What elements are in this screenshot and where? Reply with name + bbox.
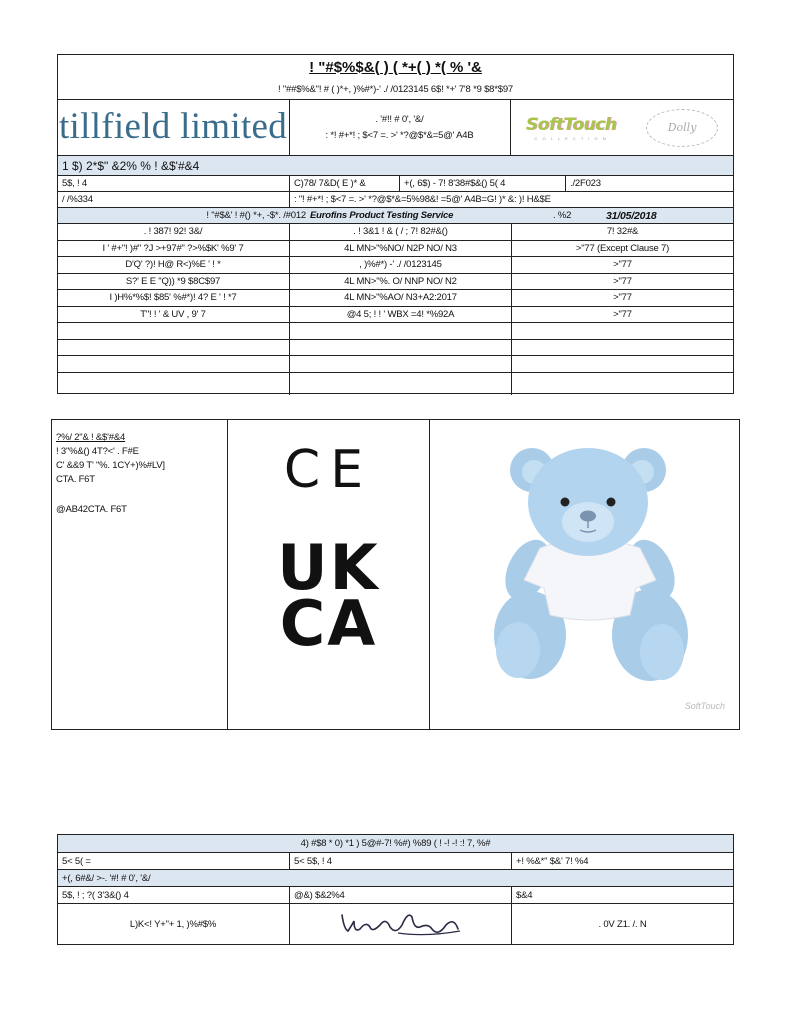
document-subtitle: ! "##$%&"! # ( )*+, )%#*)-' ./ /0123145 6$! *+' 7'8 *9 $8*$97	[278, 83, 513, 95]
section1-heading-row	[58, 155, 733, 175]
test-name	[58, 356, 288, 372]
approval-date: . 0V Z1. /. N	[511, 904, 733, 944]
test-standard: 4L MN>"%NO/ N2P NO/ N3	[289, 241, 511, 257]
info-row-1-d: ./2F023	[565, 176, 733, 191]
test-result	[511, 356, 733, 372]
table-row	[58, 372, 733, 396]
softtouch-tagline: C O L L E C T I O N	[534, 135, 608, 141]
middle-line-2: : *! #+*! ; $<7 =. >' *?@$*&=5@' A4B	[325, 130, 474, 141]
lab-name: Eurofins Product Testing Service	[310, 210, 454, 221]
marking-and-photo-table	[51, 419, 740, 730]
info-row-2-b: : "! #+*! ; $<7 =. >' *?@$*&=5%98&! =5@' A4B=G! )* &: )! H&$E	[289, 192, 733, 207]
test-name: D'Q' ?)! H@ R<)%E ' ! *	[125, 259, 221, 271]
marking-heading: ?%/ 2"& ! &$'#&4	[56, 432, 126, 443]
certificate-header-table	[57, 54, 734, 394]
test-standard: @4 5; ! ! ' WBX =4! *%92A	[289, 307, 511, 323]
marking-info-cell	[52, 420, 227, 729]
bear-nose	[580, 510, 596, 521]
table-row	[58, 289, 733, 306]
test-standard: , )%#*) -' ./ /0123145	[289, 257, 511, 273]
test-result	[511, 340, 733, 356]
test-standard: . ! 3&1 ! & ( / ; 7! 82#&()	[289, 224, 511, 240]
test-name: T"! ! ' & UV , 9' 7	[140, 308, 206, 320]
bear-foot-right	[640, 624, 684, 680]
handwritten-signature	[336, 907, 466, 941]
dolly-logo-text: Dolly	[667, 121, 697, 134]
info-row-1-c: +(, 6$) - 7! 8'38#$&() 5( 4	[399, 176, 565, 191]
bear-eye-left	[560, 497, 569, 506]
marking-line-3: CTA. F6T	[56, 474, 95, 485]
test-result: >"77	[511, 307, 733, 323]
ukca-mark-line-2: CA	[279, 587, 378, 660]
approver-name: L)K<! Y+"+ 1, )%#$%	[129, 918, 217, 930]
bear-eye-right	[606, 497, 615, 506]
teddy-bear-photo	[460, 430, 710, 710]
info-row-2	[58, 191, 733, 207]
test-standard	[289, 373, 511, 396]
approval-row-3-a: 5$, ! ; ?( 3'3&() 4	[62, 889, 129, 901]
table-row	[58, 256, 733, 273]
table-row	[58, 339, 733, 356]
ukca-mark	[277, 531, 380, 660]
bear-foot-left	[496, 622, 540, 678]
tillfield-logo	[58, 100, 288, 155]
section1-heading: 1 $) 2*$" &2% % ! &$'#&4	[62, 158, 200, 173]
approval-row-1	[58, 852, 733, 869]
test-result: >"77	[511, 274, 733, 290]
test-name: I ' #+"! )#" ?J >+97#" ?>%$K' %9' 7	[102, 242, 244, 254]
approval-row-2-a: +(, 6#&/ >-. '#! # 0', '&/	[62, 872, 151, 884]
test-result: >"77	[511, 257, 733, 273]
test-result	[511, 373, 733, 396]
test-name: I )H%*%$! $85' %#*)! 4? E ' ! *7	[109, 292, 237, 304]
test-name	[58, 373, 288, 396]
test-result	[511, 323, 733, 339]
approval-row-2	[58, 869, 733, 886]
test-name: S?' E E "Q)) *9 $8C$97	[125, 275, 221, 287]
report-date: 31/05/2018	[606, 209, 657, 222]
document-title: ! "#$%$&( ) ( *+( ) *( % '&	[309, 58, 482, 76]
test-standard	[289, 356, 511, 372]
tillfield-logo-text: tillfield limited	[58, 106, 288, 147]
softtouch-logo-text: SoftTouch	[525, 114, 617, 135]
test-name	[58, 323, 288, 339]
test-standard	[289, 340, 511, 356]
test-result: >"77	[511, 290, 733, 306]
test-name: . ! 387! 92! 3&/	[143, 226, 203, 238]
softtouch-logo	[526, 115, 616, 141]
signature-cell	[289, 904, 511, 944]
table-row	[58, 240, 733, 257]
ce-mark: CE	[283, 440, 374, 500]
marking-line-4: @AB42CTA. F6T	[56, 504, 127, 515]
approval-row-1-c: +! %&*" $&' 7! %4	[511, 853, 733, 869]
approval-row-1-a: 5< 5( =	[62, 855, 91, 867]
test-name	[58, 340, 288, 356]
approval-table	[57, 834, 734, 945]
approval-row-4	[58, 903, 733, 944]
info-row-1	[58, 175, 733, 191]
info-row-2-a: / /%334	[62, 194, 93, 205]
dolly-logo	[646, 109, 718, 147]
info-row-1-b: C)78/ 7&D( E )* &	[289, 176, 399, 191]
approval-heading: 4) #$8 * 0) *1 ) 5@#-7! %#) %89 ( ! -! -! :! 7, %#	[58, 835, 733, 852]
table-row	[58, 306, 733, 323]
test-result: >"77 (Except Clause 7)	[511, 241, 733, 257]
info-row-1-a: 5$, ! 4	[62, 178, 88, 189]
marking-line-1: ! 3"%&() 4T?<' . F#E	[56, 446, 139, 457]
ukca-mark-line-1: UK	[277, 531, 380, 604]
brand-logos-cell	[510, 100, 733, 155]
approval-row-1-b: 5< 5$, ! 4	[289, 853, 511, 869]
test-rows	[58, 223, 733, 393]
conformity-marks-cell	[227, 420, 429, 729]
date-label: . %2	[553, 210, 572, 221]
test-standard: 4L MN>"%AO/ N3+A2:2017	[289, 290, 511, 306]
logo-middle-cell	[289, 100, 509, 155]
info-row-3	[58, 207, 733, 223]
approval-row-3	[58, 886, 733, 903]
approval-row-3-c: $&4	[511, 887, 733, 903]
marking-line-2: C' &&9 T' "%. 1CY+)%#LV]	[56, 460, 165, 471]
table-row	[58, 355, 733, 372]
middle-line-1: . '#!! # 0', '&/	[375, 114, 424, 125]
logo-row	[58, 99, 733, 155]
table-row	[58, 322, 733, 339]
product-photo-cell	[429, 420, 739, 729]
test-standard: 4L MN>"%. O/ NNP NO/ N2	[289, 274, 511, 290]
approval-row-3-b: @&) $&2%4	[289, 887, 511, 903]
test-result: 7! 32#&	[511, 224, 733, 240]
test-standard	[289, 323, 511, 339]
table-row	[58, 273, 733, 290]
table-row	[58, 223, 733, 240]
lab-label: ! "#$&' ! #() *+, -$*. /#012	[206, 210, 306, 221]
photo-watermark: SoftTouch	[684, 701, 725, 711]
